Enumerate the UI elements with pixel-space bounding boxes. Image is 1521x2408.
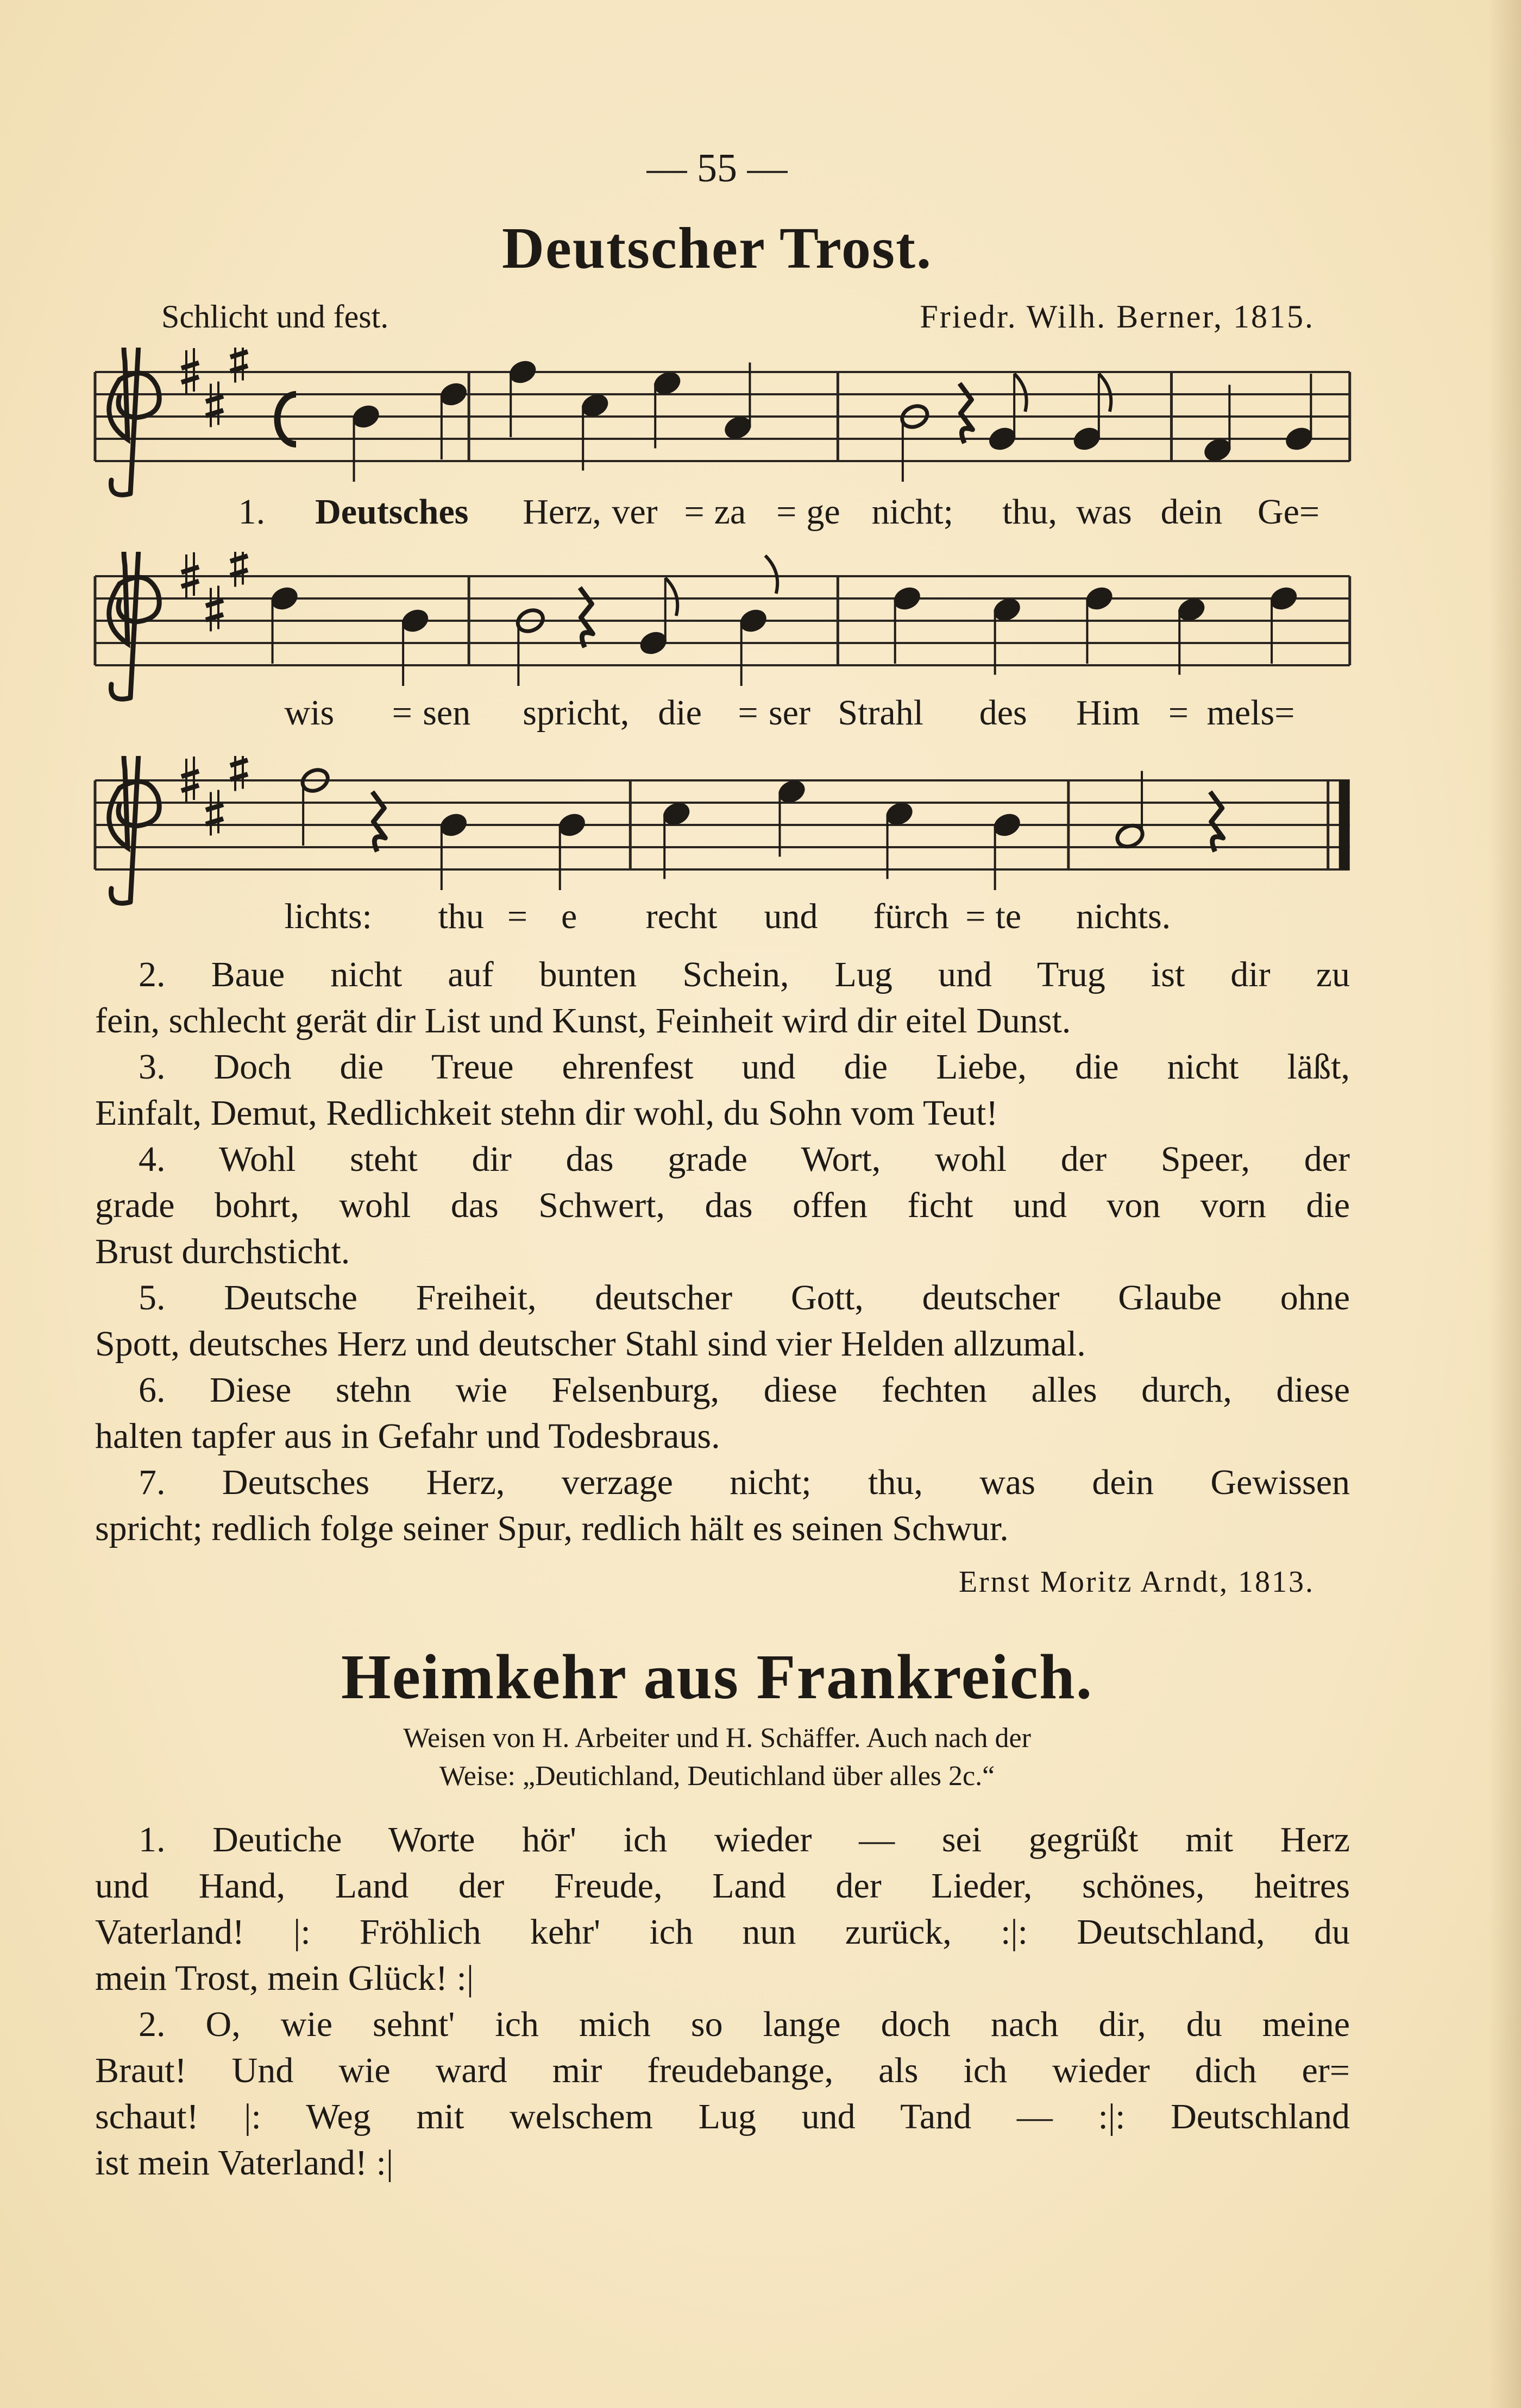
lyric-syllable: mels= bbox=[1206, 693, 1295, 733]
lyric-syllable: nicht; bbox=[871, 492, 953, 532]
sharp-stroke bbox=[230, 366, 248, 371]
verse-line: 6. Diese stehn wie Felsenburg, diese fechten alles durch, diese bbox=[139, 1370, 1350, 1410]
verse-line: 4. Wohl steht dir das grade Wort, wohl der Speer, der bbox=[139, 1139, 1350, 1179]
final-barline bbox=[1339, 780, 1350, 869]
lyric-syllable: = bbox=[965, 897, 986, 936]
common-time-icon bbox=[278, 394, 296, 444]
verse-line: schaut! |: Weg mit welschem Lug und Tand — :|: Deutschland bbox=[95, 2097, 1350, 2136]
lyric-syllable: thu bbox=[438, 897, 484, 936]
sharp-stroke bbox=[230, 774, 248, 780]
sharp-stroke bbox=[230, 760, 248, 766]
verse-line: 1. Deutiche Worte hör' ich wieder — sei gegrüßt mit Herz bbox=[139, 1820, 1350, 1859]
verse-line: spricht; redlich folge seiner Spur, redlich hält es seinen Schwur. bbox=[95, 1509, 1009, 1548]
lyric-syllable: Strahl bbox=[838, 693, 923, 733]
verse-line: und Hand, Land der Freude, Land der Lieder, schönes, heitres bbox=[95, 1866, 1350, 1906]
song-title-2: Heimkehr aus Frankreich. bbox=[341, 1641, 1093, 1712]
note-flag bbox=[765, 556, 778, 594]
sharp-stroke bbox=[206, 615, 223, 620]
note-flag bbox=[1099, 374, 1111, 412]
lyric-syllable: lichts: bbox=[284, 897, 372, 936]
music-staff-3 bbox=[0, 756, 1521, 919]
sharp-stroke bbox=[181, 377, 199, 382]
lyric-syllable: e bbox=[561, 897, 577, 936]
lyric-syllable: nichts. bbox=[1076, 897, 1171, 936]
lyric-syllable: die bbox=[658, 693, 702, 733]
verse-line: Spott, deutsches Herz und deutscher Stahl sind vier Helden allzumal. bbox=[95, 1324, 1086, 1364]
song-title: Deutscher Trost. bbox=[502, 216, 932, 281]
verse-line: fein, schlecht gerät dir List und Kunst, Feinheit wird dir eitel Dunst. bbox=[95, 1001, 1071, 1041]
lyric-syllable: thu, bbox=[1002, 492, 1057, 532]
verse-line: 3. Doch die Treue ehrenfest und die Liebe, die nicht läßt, bbox=[139, 1047, 1350, 1087]
lyricist-credit: Ernst Moritz Arndt, 1813. bbox=[958, 1565, 1315, 1599]
sharp-stroke bbox=[230, 352, 248, 357]
sharp-stroke bbox=[230, 556, 248, 562]
verse-line: Einfalt, Demut, Redlichkeit stehn dir wohl, du Sohn vom Teut! bbox=[95, 1093, 998, 1133]
treble-clef-icon bbox=[109, 552, 160, 699]
lyric-syllable: dein bbox=[1160, 492, 1223, 532]
sharp-icon bbox=[230, 552, 248, 587]
lyric-syllable: fürch bbox=[873, 897, 949, 936]
song2-verses bbox=[95, 1817, 1350, 2186]
lyric-syllable: = bbox=[738, 693, 758, 733]
note-flag bbox=[665, 578, 678, 616]
sharp-stroke bbox=[230, 570, 248, 576]
lyric-syllable: wis bbox=[284, 693, 335, 733]
tempo-marking: Schlicht und fest. bbox=[161, 299, 389, 335]
verse-line: grade bohrt, wohl das Schwert, das offen ficht und von vorn die bbox=[95, 1186, 1350, 1225]
sharp-stroke bbox=[206, 396, 223, 402]
lyric-syllable: = bbox=[1168, 693, 1189, 733]
music-staff-1 bbox=[0, 348, 1521, 510]
sharp-icon bbox=[230, 348, 248, 383]
treble-clef-icon bbox=[109, 348, 160, 495]
note-flag bbox=[1014, 374, 1027, 412]
rest-icon bbox=[580, 588, 593, 647]
sharp-stroke bbox=[181, 771, 199, 777]
lyric-syllable: ser bbox=[769, 693, 810, 733]
lyric-syllable: Him bbox=[1076, 693, 1140, 733]
music-staff-2 bbox=[0, 552, 1521, 715]
composer-credit: Friedr. Wilh. Berner, 1815. bbox=[920, 299, 1315, 335]
lyric-syllable: za bbox=[714, 492, 746, 532]
rest-icon bbox=[959, 383, 972, 443]
verse-line: halten tapfer aus in Gefahr und Todesbraus. bbox=[95, 1416, 720, 1456]
sharp-stroke bbox=[181, 567, 199, 572]
lyric-syllable: 1. bbox=[238, 492, 266, 532]
song1-verses bbox=[95, 951, 1350, 1552]
lyric-syllable: = bbox=[684, 492, 705, 532]
lyric-syllable: = bbox=[392, 693, 412, 733]
lyric-syllable: spricht, bbox=[523, 693, 630, 733]
verse-line: 2. Baue nicht auf bunten Schein, Lug und Trug ist dir zu bbox=[139, 955, 1350, 994]
lyric-syllable: te bbox=[995, 897, 1022, 936]
sharp-icon bbox=[206, 586, 223, 632]
lyric-syllable: = bbox=[776, 492, 797, 532]
verse-line: mein Trost, mein Glück! :| bbox=[95, 1958, 474, 1998]
song2-subtitle-line: Weise: „Deutichland, Deutichland über alles 2c.“ bbox=[439, 1761, 995, 1792]
lyric-syllable: Deutsches bbox=[315, 492, 469, 532]
lyric-syllable: Ge= bbox=[1257, 492, 1320, 532]
verse-line: Brust durchsticht. bbox=[95, 1232, 350, 1271]
sharp-stroke bbox=[206, 819, 223, 824]
sharp-stroke bbox=[181, 363, 199, 368]
verse-line: ist mein Vaterland! :| bbox=[95, 2143, 394, 2183]
lyric-syllable: was bbox=[1076, 492, 1132, 532]
sharp-icon bbox=[230, 756, 248, 791]
song2-subtitle-line: Weisen von H. Arbeiter und H. Schäffer. Auch nach der bbox=[403, 1723, 1031, 1754]
verse-line: 2. O, wie sehnt' ich mich so lange doch nach dir, du meine bbox=[139, 2004, 1350, 2044]
sharp-stroke bbox=[181, 581, 199, 587]
rest-icon bbox=[372, 792, 385, 852]
sharp-stroke bbox=[181, 785, 199, 791]
lyric-syllable: ge bbox=[806, 492, 840, 532]
lyric-syllable: = bbox=[507, 897, 528, 936]
lyric-syllable: Herz, bbox=[523, 492, 601, 532]
page-number: — 55 — bbox=[646, 146, 788, 191]
lyric-syllable: sen bbox=[423, 693, 471, 733]
sharp-stroke bbox=[206, 411, 223, 416]
sharp-stroke bbox=[206, 601, 223, 606]
verse-line: Vaterland! |: Fröhlich kehr' ich nun zurück, :|: Deutschland, du bbox=[95, 1912, 1350, 1952]
verse-line: 5. Deutsche Freiheit, deutscher Gott, deutscher Glaube ohne bbox=[139, 1278, 1350, 1318]
lyric-syllable: des bbox=[979, 693, 1027, 733]
sharp-icon bbox=[206, 382, 223, 427]
rest-icon bbox=[1210, 792, 1223, 852]
lyric-syllable: und bbox=[764, 897, 818, 936]
lyric-syllable: recht bbox=[645, 897, 718, 936]
verse-line: 7. Deutsches Herz, verzage nicht; thu, was dein Gewissen bbox=[139, 1463, 1350, 1502]
verse-line: Braut! Und wie ward mir freudebange, als ich wieder dich er= bbox=[95, 2051, 1350, 2090]
sharp-icon bbox=[206, 790, 223, 836]
lyric-syllable: ver bbox=[612, 492, 658, 532]
sharp-stroke bbox=[206, 805, 223, 810]
treble-clef-icon bbox=[109, 756, 160, 903]
